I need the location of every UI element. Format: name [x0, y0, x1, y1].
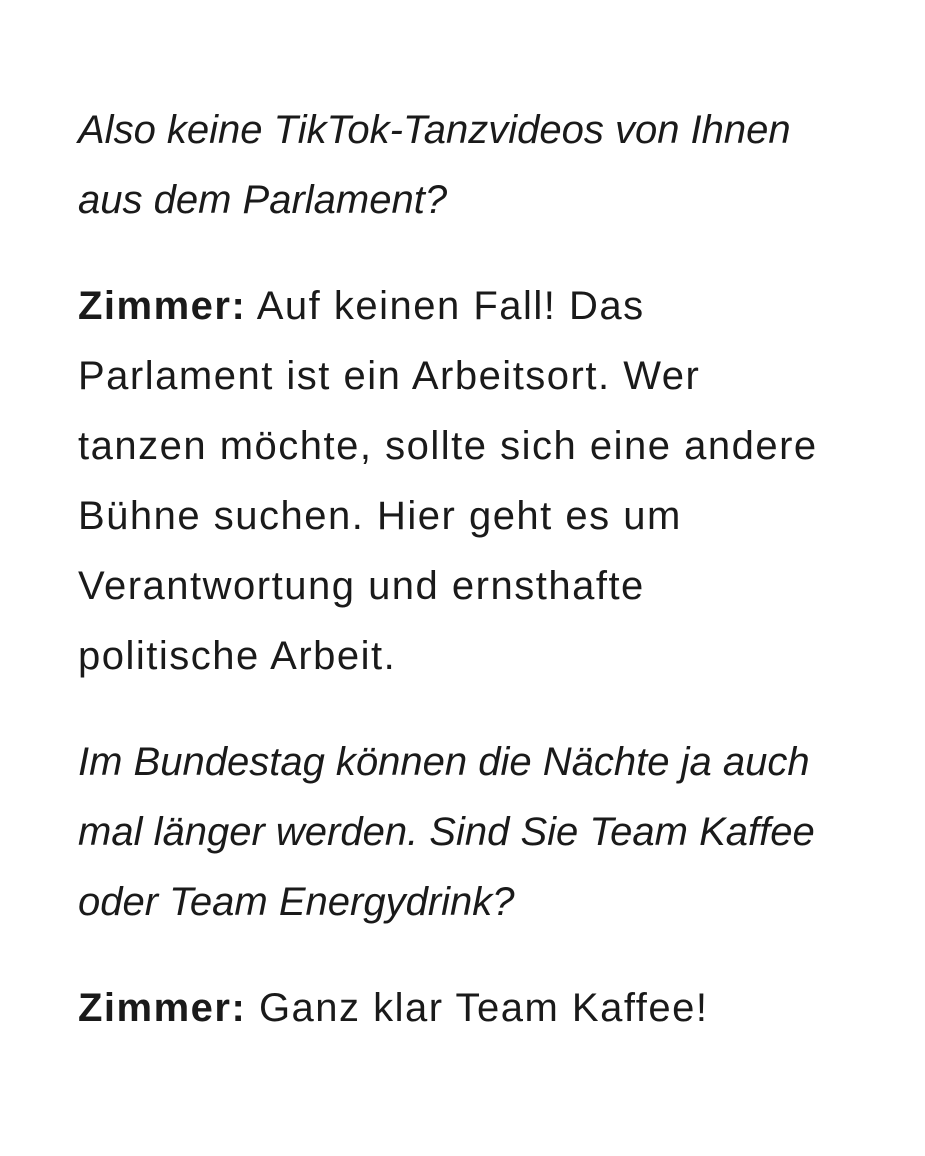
interview-question-1	[78, 95, 823, 235]
speaker-name: Zimmer:	[78, 284, 247, 328]
answer-text: Ganz klar Team Kaffee!	[258, 986, 709, 1030]
question-text: Also keine TikTok-Tanzvideos von Ihnen aus dem Parlament?	[78, 108, 791, 222]
question-text: Im Bundestag können die Nächte ja auch mal länger werden. Sind Sie Team Kaffee oder Team Energydrink?	[78, 740, 815, 924]
interview-question-2	[78, 727, 823, 937]
speaker-name: Zimmer:	[78, 986, 247, 1030]
answer-text: Auf keinen Fall! Das Parlament ist ein Arbeitsort. Wer tanzen möchte, sollte sich eine andere Bühne suchen. Hier geht es um Verantwortung und ernsthafte politische Arbeit.	[78, 284, 818, 678]
interview-answer-1	[78, 271, 823, 691]
interview-answer-2	[78, 973, 823, 1043]
